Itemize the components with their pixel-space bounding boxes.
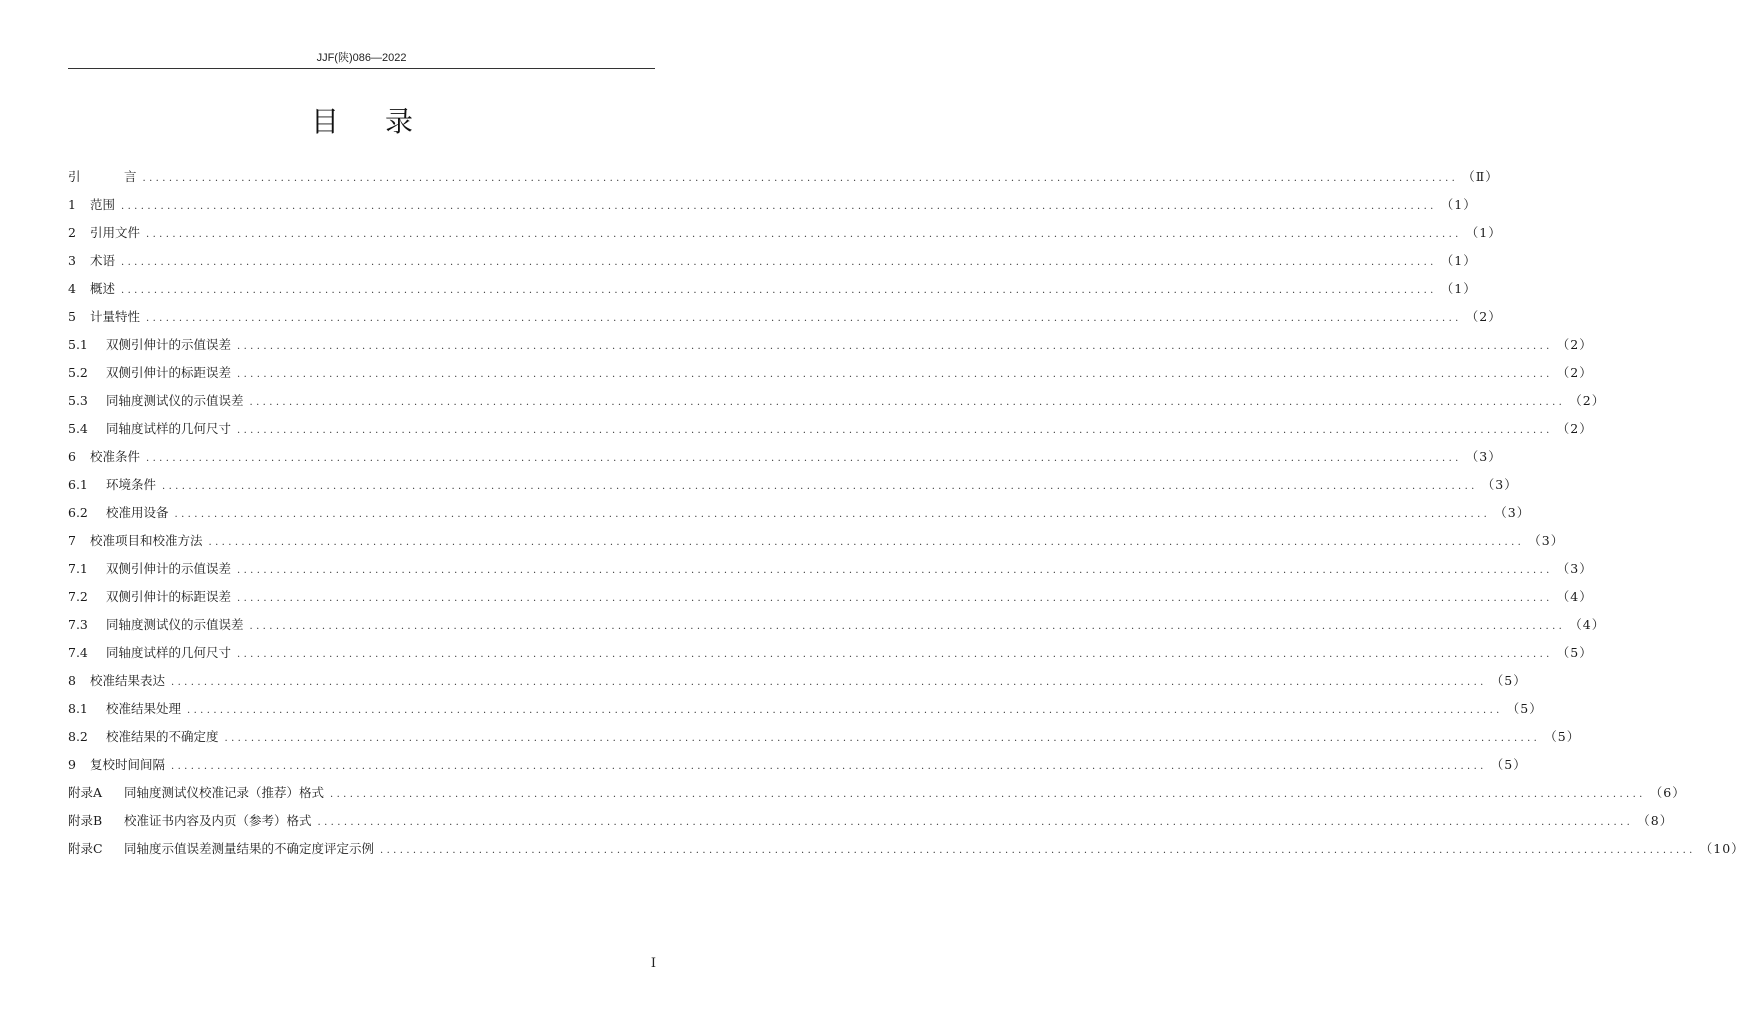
toc-entry-label: 校准结果表达: [90, 673, 166, 688]
toc-entry-label: 双侧引伸计的标距误差: [106, 589, 232, 604]
toc-entry-number: 7.4: [68, 645, 88, 660]
toc-entry[interactable]: [68, 359, 1593, 387]
document-code-header: JJF(陕)086—2022: [68, 50, 655, 69]
toc-entry[interactable]: [68, 555, 1593, 583]
toc-entry-label: 同轴度示值误差测量结果的不确定度评定示例: [124, 841, 375, 856]
toc-entry[interactable]: [68, 639, 1593, 667]
toc-entry-number: 7: [68, 533, 76, 548]
toc-entry[interactable]: [68, 835, 1745, 863]
toc-leader-dots: ........................................................................................................................................................................................................: [171, 761, 1487, 772]
toc-leader-dots: ........................................................................................................................................................................................................: [162, 481, 1478, 492]
toc-entry[interactable]: [68, 303, 1502, 331]
toc-entry-number: 8: [68, 673, 76, 688]
toc-leader-dots: ........................................................................................................................................................................................................: [224, 733, 1541, 744]
toc-entry[interactable]: [68, 807, 1674, 835]
toc-entry[interactable]: [68, 275, 1477, 303]
toc-entry-number: 5.1: [68, 337, 88, 352]
toc-entry[interactable]: [68, 331, 1593, 359]
toc-entry-number: 引: [68, 169, 81, 184]
toc-entry[interactable]: [68, 191, 1477, 219]
toc-leader-dots: ........................................................................................................................................................................................................: [187, 705, 1503, 716]
toc-entry-number: 8.2: [68, 729, 88, 744]
toc-entry-page: （2）: [1556, 421, 1593, 436]
toc-entry[interactable]: [68, 163, 1499, 191]
toc-leader-dots: ........................................................................................................................................................................................................: [237, 649, 1553, 660]
toc-entry-page: （2）: [1556, 365, 1593, 380]
toc-entry-number: 8.1: [68, 701, 88, 716]
toc-entry-label: 同轴度试样的几何尺寸: [106, 645, 232, 660]
toc-entry-number: 附录C: [68, 841, 103, 856]
toc-entry-page: （6）: [1649, 785, 1686, 800]
toc-entry-label: 环境条件: [106, 477, 157, 492]
toc-entry-page: （5）: [1490, 673, 1527, 688]
toc-entry-label: 校准项目和校准方法: [90, 533, 203, 548]
toc-entry-number: 3: [68, 253, 76, 268]
toc-entry-page: （2）: [1465, 309, 1502, 324]
toc-leader-dots: ........................................................................................................................................................................................................: [171, 677, 1487, 688]
toc-entry[interactable]: [68, 751, 1527, 779]
toc-entry-page: （5）: [1506, 701, 1543, 716]
toc-entry[interactable]: [68, 471, 1518, 499]
toc-entry-label: 同轴度试样的几何尺寸: [106, 421, 232, 436]
toc-entry[interactable]: [68, 415, 1593, 443]
toc-entry-number: 1: [68, 197, 76, 212]
toc-entry-label: 同轴度测试仪的示值误差: [106, 393, 244, 408]
toc-entry[interactable]: [68, 527, 1565, 555]
toc-entry-label: 同轴度测试仪的示值误差: [106, 617, 244, 632]
toc-entry-page: （3）: [1556, 561, 1593, 576]
toc-entry-page: （5）: [1544, 729, 1581, 744]
toc-leader-dots: ........................................................................................................................................................................................................: [121, 257, 1437, 268]
toc-entry-number: 9: [68, 757, 76, 772]
toc-leader-dots: ........................................................................................................................................................................................................: [146, 229, 1462, 240]
toc-entry-page: （3）: [1494, 505, 1531, 520]
toc-entry[interactable]: [68, 247, 1477, 275]
toc-leader-dots: ........................................................................................................................................................................................................: [121, 285, 1437, 296]
toc-entry-page: （4）: [1569, 617, 1606, 632]
toc-entry[interactable]: [68, 387, 1606, 415]
toc-entry-page: （Ⅱ）: [1462, 169, 1499, 184]
toc-leader-dots: ........................................................................................................................................................................................................: [142, 173, 1459, 184]
toc-entry[interactable]: [68, 695, 1543, 723]
toc-leader-dots: ........................................................................................................................................................................................................: [146, 313, 1462, 324]
toc-entry-label: 范围: [90, 197, 116, 212]
toc-entry-page: （2）: [1556, 337, 1593, 352]
toc-entry-label: 双侧引伸计的示值误差: [106, 561, 232, 576]
toc-entry-label: 引用文件: [90, 225, 141, 240]
toc-leader-dots: ........................................................................................................................................................................................................: [237, 593, 1553, 604]
toc-leader-dots: ........................................................................................................................................................................................................: [249, 397, 1566, 408]
toc-entry-page: （5）: [1556, 645, 1593, 660]
toc-entry-page: （8）: [1637, 813, 1674, 828]
toc-entry-label: 复校时间间隔: [90, 757, 166, 772]
toc-entry[interactable]: [68, 219, 1502, 247]
toc-entry-label: 校准条件: [90, 449, 141, 464]
toc-entry-number: 5.2: [68, 365, 88, 380]
toc-entry-number: 6.2: [68, 505, 88, 520]
toc-entry-label: 双侧引伸计的标距误差: [106, 365, 232, 380]
toc-entry-number: 7.1: [68, 561, 88, 576]
toc-entry-page: （3）: [1528, 533, 1565, 548]
toc-leader-dots: ........................................................................................................................................................................................................: [121, 201, 1437, 212]
toc-entry-page: （1）: [1440, 253, 1477, 268]
toc-entry-page: （1）: [1440, 197, 1477, 212]
toc-entry-label: 校准证书内容及内页（参考）格式: [124, 813, 312, 828]
toc-entry-label: 概述: [90, 281, 116, 296]
toc-entry-label: 校准结果处理: [106, 701, 182, 716]
toc-leader-dots: ........................................................................................................................................................................................................: [237, 565, 1553, 576]
toc-entry[interactable]: [68, 499, 1531, 527]
toc-entry[interactable]: [68, 443, 1502, 471]
toc-entry-page: （1）: [1465, 225, 1502, 240]
toc-entry-number: 7.2: [68, 589, 88, 604]
toc-entry-number: 6.1: [68, 477, 88, 492]
toc-leader-dots: ........................................................................................................................................................................................................: [330, 789, 1646, 800]
toc-entry[interactable]: [68, 779, 1686, 807]
toc-entry-number: 7.3: [68, 617, 88, 632]
toc-leader-dots: ........................................................................................................................................................................................................: [237, 369, 1553, 380]
toc-entry-page: （4）: [1556, 589, 1593, 604]
toc-entry[interactable]: [68, 583, 1593, 611]
page-number: I: [650, 956, 656, 971]
toc-leader-dots: ........................................................................................................................................................................................................: [237, 425, 1553, 436]
toc-entry-number: 6: [68, 449, 76, 464]
toc-leader-dots: ........................................................................................................................................................................................................: [249, 621, 1566, 632]
toc-leader-dots: ........................................................................................................................................................................................................: [208, 537, 1525, 548]
toc-leader-dots: ........................................................................................................................................................................................................: [237, 341, 1553, 352]
toc-entry-page: （1）: [1440, 281, 1477, 296]
toc-entry[interactable]: [68, 723, 1581, 751]
toc-entry-label: 言: [124, 169, 137, 184]
toc-entry-label: 双侧引伸计的示值误差: [106, 337, 232, 352]
toc-entry-label: 校准用设备: [106, 505, 169, 520]
toc-entry[interactable]: [68, 667, 1527, 695]
table-of-contents: [68, 163, 1745, 863]
toc-leader-dots: ........................................................................................................................................................................................................: [317, 817, 1634, 828]
toc-entry-page: （3）: [1465, 449, 1502, 464]
toc-entry-page: （3）: [1481, 477, 1518, 492]
toc-entry-label: 同轴度测试仪校准记录（推荐）格式: [124, 785, 325, 800]
toc-entry-label: 校准结果的不确定度: [106, 729, 219, 744]
toc-entry[interactable]: [68, 611, 1606, 639]
toc-entry-label: 计量特性: [90, 309, 141, 324]
toc-entry-number: 附录B: [68, 813, 103, 828]
toc-entry-number: 4: [68, 281, 76, 296]
toc-entry-label: 术语: [90, 253, 116, 268]
toc-entry-page: （2）: [1569, 393, 1606, 408]
toc-leader-dots: ........................................................................................................................................................................................................: [174, 509, 1491, 520]
toc-entry-number: 附录A: [68, 785, 103, 800]
toc-entry-page: （5）: [1490, 757, 1527, 772]
toc-leader-dots: ........................................................................................................................................................................................................: [146, 453, 1462, 464]
toc-title: 目录: [310, 105, 459, 138]
toc-leader-dots: ........................................................................................................................................................................................................: [380, 845, 1696, 856]
toc-entry-number: 5.4: [68, 421, 88, 436]
toc-entry-number: 5: [68, 309, 76, 324]
toc-entry-page: （10）: [1699, 841, 1745, 856]
toc-entry-number: 5.3: [68, 393, 88, 408]
toc-entry-number: 2: [68, 225, 76, 240]
